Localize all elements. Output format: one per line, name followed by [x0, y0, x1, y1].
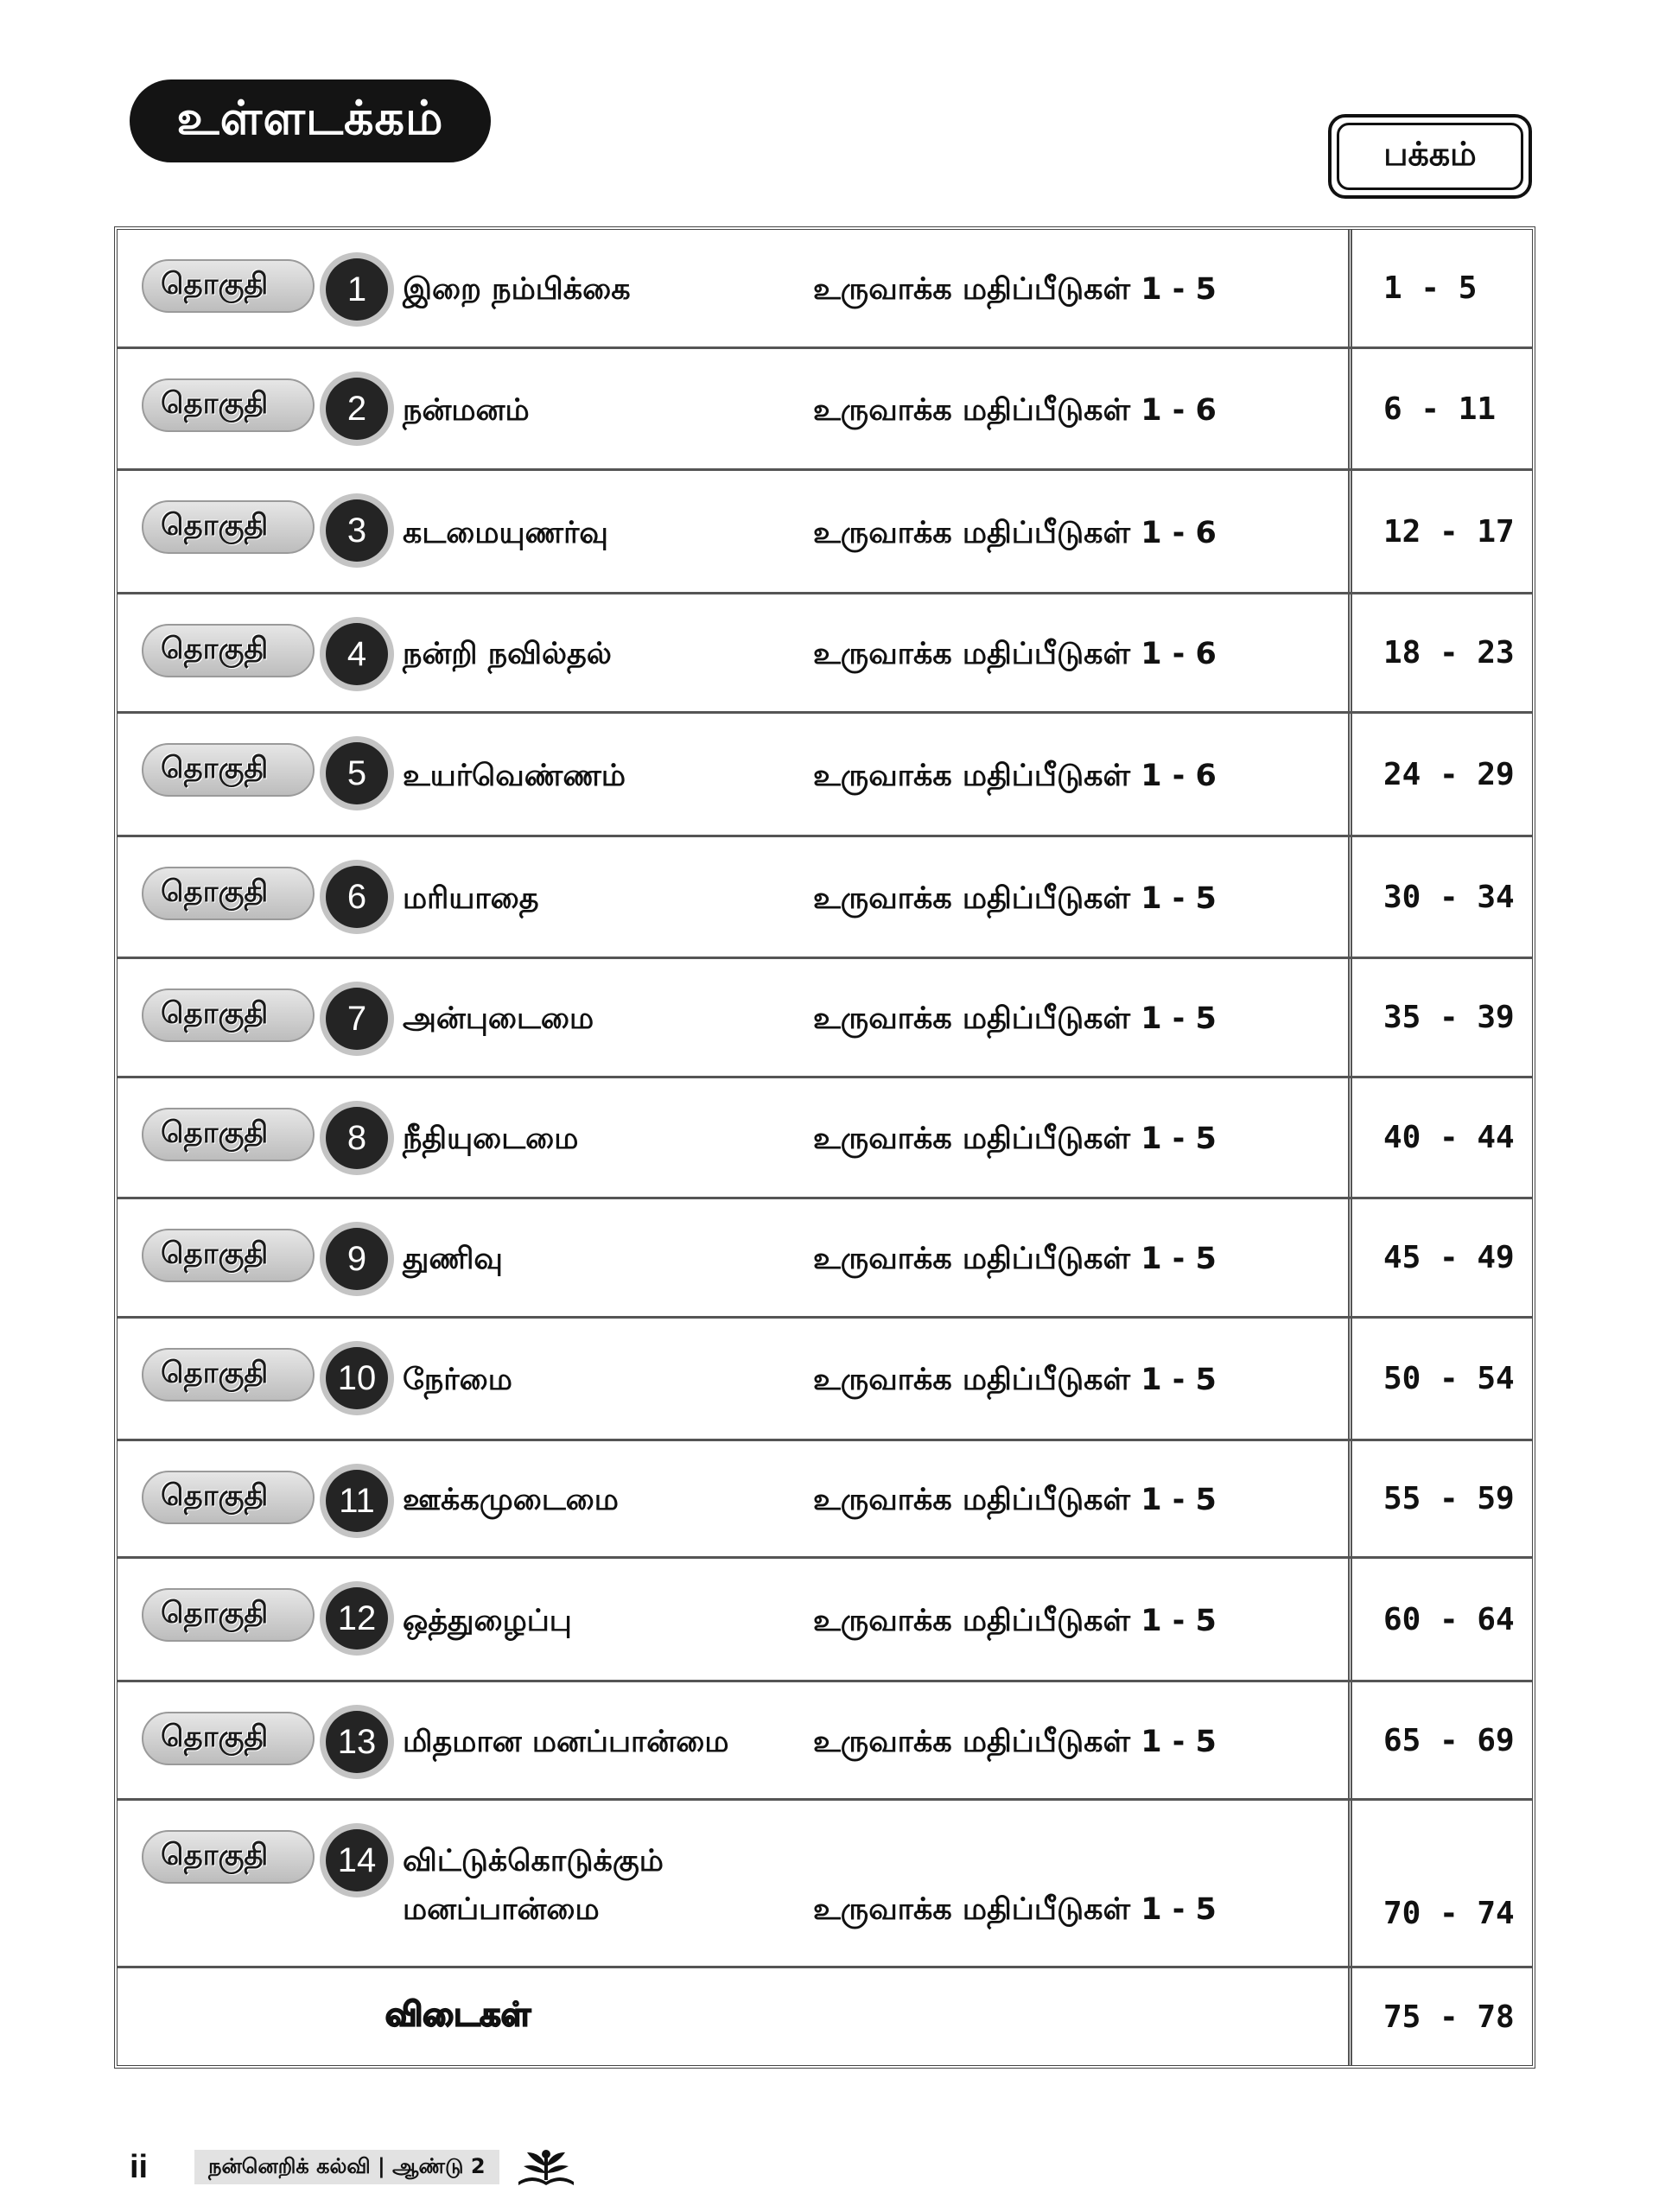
unit-number: 11 — [326, 1470, 388, 1532]
unit-number: 1 — [326, 258, 388, 321]
unit-topic: உயர்வெண்ணம் — [403, 758, 626, 793]
unit-label: தொகுதி — [142, 378, 315, 432]
page-title: உள்ளடக்கம் — [130, 79, 491, 162]
unit-topic: ஊக்கமுடைமை — [403, 1483, 619, 1517]
unit-label: தொகுதி — [142, 1588, 315, 1642]
unit-label: தொகுதி — [142, 988, 315, 1042]
unit-topic: கடமையுணர்வு — [403, 515, 608, 550]
toc-row-content — [118, 230, 1352, 346]
unit-number-ring — [320, 372, 394, 446]
unit-number-ring — [320, 1581, 394, 1656]
unit-label: தொகுதி — [142, 500, 315, 554]
toc-row — [118, 349, 1532, 471]
unit-assessment: உருவாக்க மதிப்பீடுகள் 1 - 6 — [813, 515, 1217, 550]
toc-row-content — [118, 1559, 1352, 1680]
unit-badge — [142, 982, 368, 1059]
unit-topic: நீதியுடைமை — [403, 1122, 579, 1156]
unit-topic: அன்புடைமை — [403, 1001, 594, 1036]
unit-number-ring — [320, 1823, 394, 1897]
toc-row — [118, 594, 1532, 714]
unit-topic: மரியாதை — [403, 880, 539, 916]
footer-page-number: ii — [130, 2148, 149, 2185]
unit-assessment: உருவாக்க மதிப்பீடுகள் 1 - 6 — [813, 637, 1217, 671]
unit-pages: 6 - 11 — [1383, 391, 1497, 427]
toc-row-content — [118, 1441, 1352, 1556]
unit-assessment: உருவாக்க மதிப்பீடுகள் 1 - 5 — [813, 1363, 1217, 1397]
unit-label: தொகுதி — [142, 259, 315, 313]
book-plant-logo-icon — [515, 2147, 577, 2187]
unit-topic: விட்டுக்கொடுக்கும் மனப்பான்மை — [403, 1844, 664, 1927]
table-of-contents — [114, 226, 1535, 2069]
unit-number-ring — [320, 1222, 394, 1296]
unit-assessment: உருவாக்க மதிப்பீடுகள் 1 - 5 — [813, 1724, 1217, 1759]
toc-row — [118, 1319, 1532, 1441]
unit-assessment: உருவாக்க மதிப்பீடுகள் 1 - 5 — [813, 1892, 1217, 1927]
unit-number-ring — [320, 252, 394, 327]
unit-topic: மிதமான மனப்பான்மை — [403, 1724, 729, 1759]
unit-number-ring — [320, 860, 394, 934]
toc-row — [118, 471, 1532, 594]
unit-label: தொகுதி — [142, 1712, 315, 1765]
unit-label: தொகுதி — [142, 624, 315, 677]
unit-badge — [142, 1101, 368, 1179]
unit-badge — [142, 1341, 377, 1419]
unit-badge — [142, 372, 368, 449]
unit-pages: 40 - 44 — [1383, 1120, 1515, 1155]
unit-topic: நன்றி நவில்தல் — [403, 637, 612, 671]
unit-pages: 55 - 59 — [1383, 1481, 1515, 1516]
unit-number: 8 — [326, 1107, 388, 1169]
unit-number-ring — [320, 1705, 394, 1779]
unit-assessment: உருவாக்க மதிப்பீடுகள் 1 - 5 — [813, 880, 1217, 916]
toc-row-content — [118, 594, 1352, 711]
unit-number-ring — [320, 982, 394, 1056]
unit-number-ring — [320, 1101, 394, 1175]
toc-row-content — [118, 1682, 1352, 1798]
toc-row — [118, 230, 1532, 349]
unit-number-ring — [320, 617, 394, 691]
unit-number: 10 — [326, 1347, 388, 1409]
unit-pages: 50 - 54 — [1383, 1361, 1515, 1396]
footer — [130, 2147, 577, 2187]
unit-assessment: உருவாக்க மதிப்பீடுகள் 1 - 5 — [813, 272, 1217, 307]
unit-badge — [142, 252, 368, 330]
unit-topic: நன்மனம் — [403, 392, 530, 428]
unit-assessment: உருவாக்க மதிப்பீடுகள் 1 - 5 — [813, 1001, 1217, 1036]
unit-label: தொகுதி — [142, 1471, 315, 1524]
toc-row-content — [118, 471, 1352, 592]
unit-pages: 30 - 34 — [1383, 879, 1515, 915]
unit-label: தொகுதி — [142, 1830, 315, 1884]
unit-number: 12 — [326, 1587, 388, 1649]
page-column-label — [1328, 114, 1532, 199]
toc-row — [118, 959, 1532, 1078]
unit-assessment: உருவாக்க மதிப்பீடுகள் 1 - 5 — [813, 1603, 1217, 1638]
unit-pages: 1 - 5 — [1383, 270, 1478, 306]
unit-assessment: உருவாக்க மதிப்பீடுகள் 1 - 5 — [813, 1483, 1217, 1517]
unit-assessment: உருவாக்க மதிப்பீடுகள் 1 - 5 — [813, 1122, 1217, 1156]
unit-number: 5 — [326, 742, 388, 804]
unit-pages: 12 - 17 — [1383, 513, 1515, 550]
unit-pages: 24 - 29 — [1383, 756, 1515, 792]
unit-number: 3 — [326, 499, 388, 562]
answers-pages: 75 - 78 — [1383, 1999, 1515, 2035]
toc-row — [118, 1199, 1532, 1319]
unit-topic: ஒத்துழைப்பு — [403, 1603, 572, 1638]
toc-row-content — [118, 1801, 1352, 1966]
unit-number-ring — [320, 1341, 394, 1415]
unit-assessment: உருவாக்க மதிப்பீடுகள் 1 - 5 — [813, 1242, 1217, 1276]
toc-row — [118, 1078, 1532, 1199]
unit-badge — [142, 493, 368, 571]
unit-label: தொகுதி — [142, 743, 315, 797]
unit-number: 4 — [326, 623, 388, 685]
unit-label: தொகுதி — [142, 1108, 315, 1161]
toc-row-content — [118, 349, 1352, 468]
toc-row — [118, 714, 1532, 837]
footer-book-title: நன்னெறிக் கல்வி | ஆண்டு 2 — [194, 2150, 499, 2184]
unit-topic: இறை நம்பிக்கை — [403, 272, 631, 307]
unit-badge — [142, 1705, 377, 1783]
unit-number: 14 — [326, 1829, 388, 1891]
unit-topic: நேர்மை — [403, 1363, 512, 1397]
unit-number: 7 — [326, 988, 388, 1050]
unit-assessment: உருவாக்க மதிப்பீடுகள் 1 - 6 — [813, 758, 1217, 793]
unit-label: தொகுதி — [142, 1229, 315, 1282]
toc-row-content — [118, 714, 1352, 835]
unit-number-ring — [320, 736, 394, 810]
unit-badge — [142, 860, 368, 938]
toc-row-content — [118, 837, 1352, 957]
toc-row-content — [118, 1078, 1352, 1197]
toc-row — [118, 1441, 1532, 1559]
unit-pages: 60 - 64 — [1383, 1601, 1515, 1637]
unit-pages: 65 - 69 — [1383, 1722, 1515, 1758]
unit-number: 13 — [326, 1711, 388, 1773]
unit-number: 6 — [326, 866, 388, 928]
unit-badge — [142, 1222, 368, 1300]
unit-badge — [142, 1581, 377, 1659]
page-label-text: பக்கம் — [1383, 135, 1477, 173]
toc-row — [118, 1801, 1532, 1968]
unit-badge — [142, 1464, 375, 1541]
toc-row — [118, 837, 1532, 959]
unit-pages: 18 - 23 — [1383, 635, 1515, 671]
toc-row-content — [118, 959, 1352, 1076]
toc-row-content — [118, 1319, 1352, 1439]
unit-number-ring — [320, 493, 394, 568]
answers-row-content — [118, 1968, 1352, 2065]
unit-badge — [142, 617, 368, 695]
unit-assessment: உருவாக்க மதிப்பீடுகள் 1 - 6 — [813, 392, 1217, 428]
answers-label: விடைகள் — [385, 1995, 531, 2033]
unit-pages: 45 - 49 — [1383, 1240, 1515, 1275]
unit-number-ring — [320, 1464, 394, 1538]
unit-label: தொகுதி — [142, 1348, 315, 1402]
unit-label: தொகுதி — [142, 867, 315, 920]
answers-row — [118, 1968, 1532, 2065]
unit-badge — [142, 1823, 377, 1901]
toc-row-content — [118, 1199, 1352, 1316]
unit-pages: 35 - 39 — [1383, 1000, 1515, 1035]
unit-number: 9 — [326, 1228, 388, 1290]
toc-row — [118, 1559, 1532, 1682]
toc-row — [118, 1682, 1532, 1801]
unit-badge — [142, 736, 368, 814]
unit-number: 2 — [326, 378, 388, 440]
unit-pages: 70 - 74 — [1383, 1896, 1515, 1931]
unit-topic: துணிவு — [403, 1242, 503, 1276]
